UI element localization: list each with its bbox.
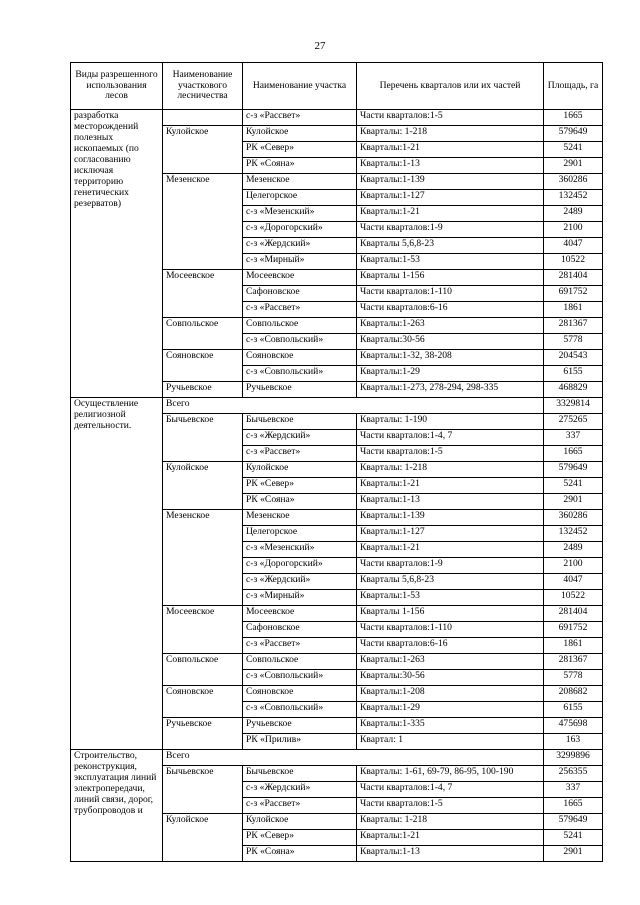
area-cell: 208682 bbox=[544, 686, 603, 702]
site-cell: РК «Сояна» bbox=[243, 494, 357, 510]
quarters-cell: Кварталы:1-21 bbox=[357, 542, 544, 558]
area-cell: 337 bbox=[544, 782, 603, 798]
area-cell: 337 bbox=[544, 430, 603, 446]
area-cell: 281367 bbox=[544, 654, 603, 670]
header-forestry: Наименование участкового лесничества bbox=[163, 63, 243, 110]
site-cell: с-з «Совпольский» bbox=[243, 334, 357, 350]
area-cell: 2901 bbox=[544, 158, 603, 174]
site-cell: с-з «Жердский» bbox=[243, 574, 357, 590]
area-cell: 2901 bbox=[544, 846, 603, 862]
forestry-cell: Бычьевское bbox=[163, 766, 243, 814]
site-cell: с-з «Совпольский» bbox=[243, 366, 357, 382]
quarters-cell: Кварталы:1-13 bbox=[357, 846, 544, 862]
quarters-cell: Кварталы:1-53 bbox=[357, 590, 544, 606]
quarters-cell: Кварталы 5,6,8-23 bbox=[357, 238, 544, 254]
quarters-cell: Части кварталов:1-9 bbox=[357, 222, 544, 238]
forestry-cell: Мезенское bbox=[163, 510, 243, 606]
quarters-cell: Кварталы:30-56 bbox=[357, 670, 544, 686]
quarters-cell: Части кварталов:6-16 bbox=[357, 302, 544, 318]
quarters-cell: Кварталы: 1-190 bbox=[357, 414, 544, 430]
quarters-cell: Кварталы:1-29 bbox=[357, 702, 544, 718]
site-cell: с-з «Рассвет» bbox=[243, 302, 357, 318]
forest-use-table bbox=[70, 62, 603, 862]
forestry-cell: Сояновское bbox=[163, 686, 243, 718]
quarters-cell: Кварталы 1-156 bbox=[357, 606, 544, 622]
site-cell: Мосеевское bbox=[243, 606, 357, 622]
table-header-row bbox=[71, 63, 603, 110]
quarters-cell: Квартал: 1 bbox=[357, 734, 544, 750]
site-cell: с-з «Мирный» bbox=[243, 254, 357, 270]
area-cell: 1665 bbox=[544, 446, 603, 462]
area-cell: 163 bbox=[544, 734, 603, 750]
area-cell: 132452 bbox=[544, 190, 603, 206]
page-number: 27 bbox=[314, 40, 326, 52]
quarters-cell: Части кварталов:1-5 bbox=[357, 110, 544, 126]
area-cell: 691752 bbox=[544, 286, 603, 302]
site-cell: Бычьевское bbox=[243, 766, 357, 782]
area-cell: 275265 bbox=[544, 414, 603, 430]
area-cell: 2100 bbox=[544, 558, 603, 574]
quarters-cell: Части кварталов:1-110 bbox=[357, 622, 544, 638]
site-cell: РК «Север» bbox=[243, 830, 357, 846]
area-cell: 5241 bbox=[544, 478, 603, 494]
site-cell: РК «Сояна» bbox=[243, 846, 357, 862]
area-cell: 579649 bbox=[544, 462, 603, 478]
header-area: Площадь, га bbox=[544, 63, 603, 110]
quarters-cell: Кварталы: 1-218 bbox=[357, 814, 544, 830]
quarters-cell: Кварталы:1-29 bbox=[357, 366, 544, 382]
quarters-cell: Части кварталов:1-4, 7 bbox=[357, 430, 544, 446]
quarters-cell: Кварталы: 1-218 bbox=[357, 462, 544, 478]
site-cell: с-з «Жердский» bbox=[243, 238, 357, 254]
area-cell: 1861 bbox=[544, 302, 603, 318]
area-cell: 2489 bbox=[544, 542, 603, 558]
site-cell: Кулойское bbox=[243, 814, 357, 830]
forestry-cell: Совпольское bbox=[163, 318, 243, 350]
forestry-cell: Бычьевское bbox=[163, 414, 243, 462]
use-type-cell: Строительство, реконструкция, эксплуатация линий электропередачи, линий связи, дорог, трубопроводов и bbox=[71, 750, 163, 862]
area-cell: 1665 bbox=[544, 798, 603, 814]
forestry-cell: Совпольское bbox=[163, 654, 243, 686]
forestry-cell: Кулойское bbox=[163, 462, 243, 510]
quarters-cell: Кварталы:1-21 bbox=[357, 478, 544, 494]
site-cell: с-з «Мирный» bbox=[243, 590, 357, 606]
quarters-cell: Части кварталов:6-16 bbox=[357, 638, 544, 654]
site-cell: Совпольское bbox=[243, 318, 357, 334]
area-cell: 360286 bbox=[544, 174, 603, 190]
total-row bbox=[71, 398, 603, 414]
quarters-cell: Части кварталов:1-9 bbox=[357, 558, 544, 574]
use-type-cell: разработка месторождений полезных ископаемых (по согласованию исключая территорию генетических резерватов) bbox=[71, 110, 163, 398]
table-row bbox=[71, 110, 603, 126]
site-cell: с-з «Жердский» bbox=[243, 782, 357, 798]
area-cell: 5778 bbox=[544, 670, 603, 686]
site-cell: Кулойское bbox=[243, 462, 357, 478]
quarters-cell: Кварталы:1-21 bbox=[357, 206, 544, 222]
site-cell: Мосеевское bbox=[243, 270, 357, 286]
quarters-cell: Кварталы: 1-61, 69-79, 86-95, 100-190 bbox=[357, 766, 544, 782]
area-cell: 204543 bbox=[544, 350, 603, 366]
area-cell: 2901 bbox=[544, 494, 603, 510]
header-site: Наименование участка bbox=[243, 63, 357, 110]
header-use-type: Виды разрешенного использования лесов bbox=[71, 63, 163, 110]
site-cell: Сояновское bbox=[243, 686, 357, 702]
area-cell: 256355 bbox=[544, 766, 603, 782]
site-cell: РК «Сояна» bbox=[243, 158, 357, 174]
site-cell: Кулойское bbox=[243, 126, 357, 142]
area-cell: 1665 bbox=[544, 110, 603, 126]
site-cell: с-з «Жердский» bbox=[243, 430, 357, 446]
site-cell: с-з «Совпольский» bbox=[243, 670, 357, 686]
area-cell: 2100 bbox=[544, 222, 603, 238]
total-area: 3329814 bbox=[544, 398, 603, 414]
site-cell: Ручьевское bbox=[243, 382, 357, 398]
quarters-cell: Кварталы:1-53 bbox=[357, 254, 544, 270]
quarters-cell: Кварталы:1-273, 278-294, 298-335 bbox=[357, 382, 544, 398]
site-cell: Целегорское bbox=[243, 526, 357, 542]
site-cell: с-з «Рассвет» bbox=[243, 638, 357, 654]
use-type-cell: Осуществление религиозной деятельности. bbox=[71, 398, 163, 750]
forestry-cell: Мосеевское bbox=[163, 606, 243, 654]
quarters-cell: Кварталы:1-21 bbox=[357, 830, 544, 846]
forestry-cell: Сояновское bbox=[163, 350, 243, 382]
quarters-cell: Части кварталов:1-5 bbox=[357, 446, 544, 462]
table-body bbox=[71, 110, 603, 862]
quarters-cell: Части кварталов:1-5 bbox=[357, 798, 544, 814]
site-cell: с-з «Дорогорский» bbox=[243, 222, 357, 238]
area-cell: 281404 bbox=[544, 606, 603, 622]
forestry-cell: Ручьевское bbox=[163, 718, 243, 750]
area-cell: 6155 bbox=[544, 702, 603, 718]
site-cell: Мезенское bbox=[243, 174, 357, 190]
site-cell: Сояновское bbox=[243, 350, 357, 366]
site-cell: Целегорское bbox=[243, 190, 357, 206]
forestry-cell: Ручьевское bbox=[163, 382, 243, 398]
site-cell: РК «Север» bbox=[243, 478, 357, 494]
quarters-cell: Кварталы:1-208 bbox=[357, 686, 544, 702]
area-cell: 468829 bbox=[544, 382, 603, 398]
area-cell: 579649 bbox=[544, 814, 603, 830]
area-cell: 5778 bbox=[544, 334, 603, 350]
quarters-cell: Кварталы:1-335 bbox=[357, 718, 544, 734]
area-cell: 2489 bbox=[544, 206, 603, 222]
total-area: 3299896 bbox=[544, 750, 603, 766]
forestry-cell: Кулойское bbox=[163, 126, 243, 174]
site-cell: РК «Север» bbox=[243, 142, 357, 158]
quarters-cell: Кварталы:1-263 bbox=[357, 318, 544, 334]
site-cell: с-з «Рассвет» bbox=[243, 798, 357, 814]
site-cell: Совпольское bbox=[243, 654, 357, 670]
site-cell: Ручьевское bbox=[243, 718, 357, 734]
area-cell: 4047 bbox=[544, 238, 603, 254]
area-cell: 5241 bbox=[544, 142, 603, 158]
area-cell: 5241 bbox=[544, 830, 603, 846]
area-cell: 281404 bbox=[544, 270, 603, 286]
quarters-cell: Кварталы:1-13 bbox=[357, 494, 544, 510]
site-cell: Сафоновское bbox=[243, 286, 357, 302]
area-cell: 1861 bbox=[544, 638, 603, 654]
forestry-cell: Мезенское bbox=[163, 174, 243, 270]
quarters-cell: Кварталы 5,6,8-23 bbox=[357, 574, 544, 590]
total-label: Всего bbox=[163, 750, 544, 766]
quarters-cell: Части кварталов:1-4, 7 bbox=[357, 782, 544, 798]
area-cell: 6155 bbox=[544, 366, 603, 382]
site-cell: с-з «Мезенский» bbox=[243, 206, 357, 222]
site-cell: Мезенское bbox=[243, 510, 357, 526]
site-cell: Бычьевское bbox=[243, 414, 357, 430]
area-cell: 4047 bbox=[544, 574, 603, 590]
area-cell: 10522 bbox=[544, 590, 603, 606]
total-label: Всего bbox=[163, 398, 544, 414]
area-cell: 360286 bbox=[544, 510, 603, 526]
area-cell: 132452 bbox=[544, 526, 603, 542]
area-cell: 691752 bbox=[544, 622, 603, 638]
site-cell: с-з «Совпольский» bbox=[243, 702, 357, 718]
site-cell: с-з «Мезенский» bbox=[243, 542, 357, 558]
site-cell: Сафоновское bbox=[243, 622, 357, 638]
forestry-cell bbox=[163, 110, 243, 126]
total-row bbox=[71, 750, 603, 766]
site-cell: с-з «Дорогорский» bbox=[243, 558, 357, 574]
quarters-cell: Кварталы: 1-218 bbox=[357, 126, 544, 142]
site-cell: с-з «Рассвет» bbox=[243, 110, 357, 126]
quarters-cell: Кварталы:1-139 bbox=[357, 510, 544, 526]
area-cell: 475698 bbox=[544, 718, 603, 734]
site-cell: с-з «Рассвет» bbox=[243, 446, 357, 462]
quarters-cell: Кварталы:1-13 bbox=[357, 158, 544, 174]
quarters-cell: Кварталы:30-56 bbox=[357, 334, 544, 350]
area-cell: 579649 bbox=[544, 126, 603, 142]
quarters-cell: Кварталы:1-139 bbox=[357, 174, 544, 190]
quarters-cell: Кварталы:1-21 bbox=[357, 142, 544, 158]
quarters-cell: Кварталы:1-32, 38-208 bbox=[357, 350, 544, 366]
quarters-cell: Кварталы:1-127 bbox=[357, 190, 544, 206]
forestry-cell: Мосеевское bbox=[163, 270, 243, 318]
area-cell: 10522 bbox=[544, 254, 603, 270]
quarters-cell: Кварталы:1-127 bbox=[357, 526, 544, 542]
area-cell: 281367 bbox=[544, 318, 603, 334]
quarters-cell: Кварталы:1-263 bbox=[357, 654, 544, 670]
quarters-cell: Кварталы 1-156 bbox=[357, 270, 544, 286]
forestry-cell: Кулойское bbox=[163, 814, 243, 862]
header-quarters: Перечень кварталов или их частей bbox=[357, 63, 544, 110]
quarters-cell: Части кварталов:1-110 bbox=[357, 286, 544, 302]
site-cell: РК «Прилив» bbox=[243, 734, 357, 750]
